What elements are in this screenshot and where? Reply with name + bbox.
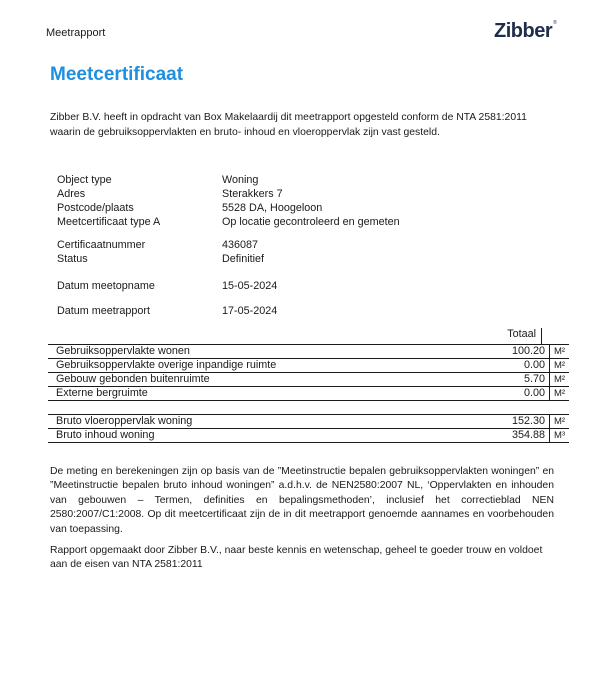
- info-key: Postcode/plaats: [57, 202, 134, 214]
- info-value: 5528 DA, Hoogeloon: [222, 202, 323, 214]
- info-row: [57, 304, 502, 318]
- object-info: [57, 173, 502, 229]
- info-row: [57, 187, 502, 201]
- logo-text: Zibber: [494, 20, 553, 42]
- info-value: Definitief: [222, 253, 265, 265]
- row-unit: M²: [550, 387, 570, 401]
- row-label: Gebruiksoppervlakte overige inpandige ruimte: [48, 359, 498, 373]
- table-row: [48, 415, 569, 429]
- document-header-label: Meetrapport: [46, 27, 106, 39]
- row-label: Gebruiksoppervlakte wonen: [48, 345, 498, 359]
- row-value: 0.00: [498, 387, 550, 401]
- info-row: [57, 201, 502, 215]
- table-row: [48, 359, 569, 373]
- row-unit: M²: [550, 359, 570, 373]
- info-key: Meetcertificaat type A: [57, 216, 161, 228]
- info-value: 17-05-2024: [222, 305, 278, 317]
- info-row: [57, 279, 502, 293]
- row-value: 100.20: [498, 345, 550, 359]
- row-unit: M²: [550, 373, 570, 387]
- disclaimer-paragraph: Rapport opgemaakt door Zibber B.V., naar beste kennis en wetenschap, geheel te goeder trouw en voldoet aan de eisen van NTA 2581:2011: [50, 545, 543, 571]
- info-value: Op locatie gecontroleerd en gemeten: [222, 216, 400, 228]
- totaal-divider: [541, 328, 542, 344]
- info-value: Sterakkers 7: [222, 188, 283, 200]
- info-row: [57, 238, 502, 252]
- info-value: 15-05-2024: [222, 280, 278, 292]
- info-row: [57, 215, 502, 229]
- info-key: Status: [57, 253, 88, 265]
- row-value: 152.30: [498, 415, 550, 429]
- table-row: [48, 345, 569, 359]
- row-value: 5.70: [498, 373, 550, 387]
- row-value: 354.88: [498, 429, 550, 443]
- info-key: Certificaatnummer: [57, 239, 146, 251]
- volume-table: [48, 414, 569, 443]
- row-label: Externe bergruimte: [48, 387, 498, 401]
- info-key: Adres: [57, 188, 86, 200]
- zibber-logo: [494, 20, 556, 43]
- row-label: Bruto vloeroppervlak woning: [48, 415, 498, 429]
- report-date-info: [57, 304, 502, 318]
- table-row: [48, 373, 569, 387]
- row-value: 0.00: [498, 359, 550, 373]
- measure-date-info: [57, 279, 502, 293]
- row-label: Bruto inhoud woning: [48, 429, 498, 443]
- certificate-info: [57, 238, 502, 266]
- row-unit: M³: [550, 429, 570, 443]
- totaal-header: Totaal: [507, 328, 536, 340]
- table-row: [48, 387, 569, 401]
- row-unit: M²: [550, 345, 570, 359]
- page-title: Meetcertificaat: [50, 64, 184, 85]
- info-key: Datum meetopname: [57, 280, 155, 292]
- intro-paragraph: Zibber B.V. heeft in opdracht van Box Makelaardij dit meetrapport opgesteld conform de NTA 2581:2011 waarin de gebruiksoppervlakten en bruto- inhoud en vloeroppervlak zijn vast gesteld.: [50, 112, 527, 138]
- info-value: Woning: [222, 174, 259, 186]
- info-key: Datum meetrapport: [57, 305, 151, 317]
- surface-table: [48, 344, 569, 401]
- table-row: [48, 429, 569, 443]
- row-label: Gebouw gebonden buitenruimte: [48, 373, 498, 387]
- row-unit: M²: [550, 415, 570, 429]
- registered-mark: ®: [553, 20, 557, 26]
- info-row: [57, 173, 502, 187]
- methodology-paragraph: De meting en berekeningen zijn op basis van de ”Meetinstructie bepalen gebruiksoppervlakten woningen” en ”Meetinstructie bepalen bruto inhoud woningen” a.d.h.v. de NEN2580:2007 NL, ‘Oppervlakten en inhouden van gebouwen – Termen, definities en bepalingsmethoden’, inclusief het correctieblad NEN 2580:2007/C1:2008. Op dit meetcertificaat zijn de in dit meetrapport genoemde aannames en voorbehouden van toepassing.: [50, 466, 554, 535]
- info-key: Object type: [57, 174, 112, 186]
- info-value: 436087: [222, 239, 259, 251]
- info-row: [57, 252, 502, 266]
